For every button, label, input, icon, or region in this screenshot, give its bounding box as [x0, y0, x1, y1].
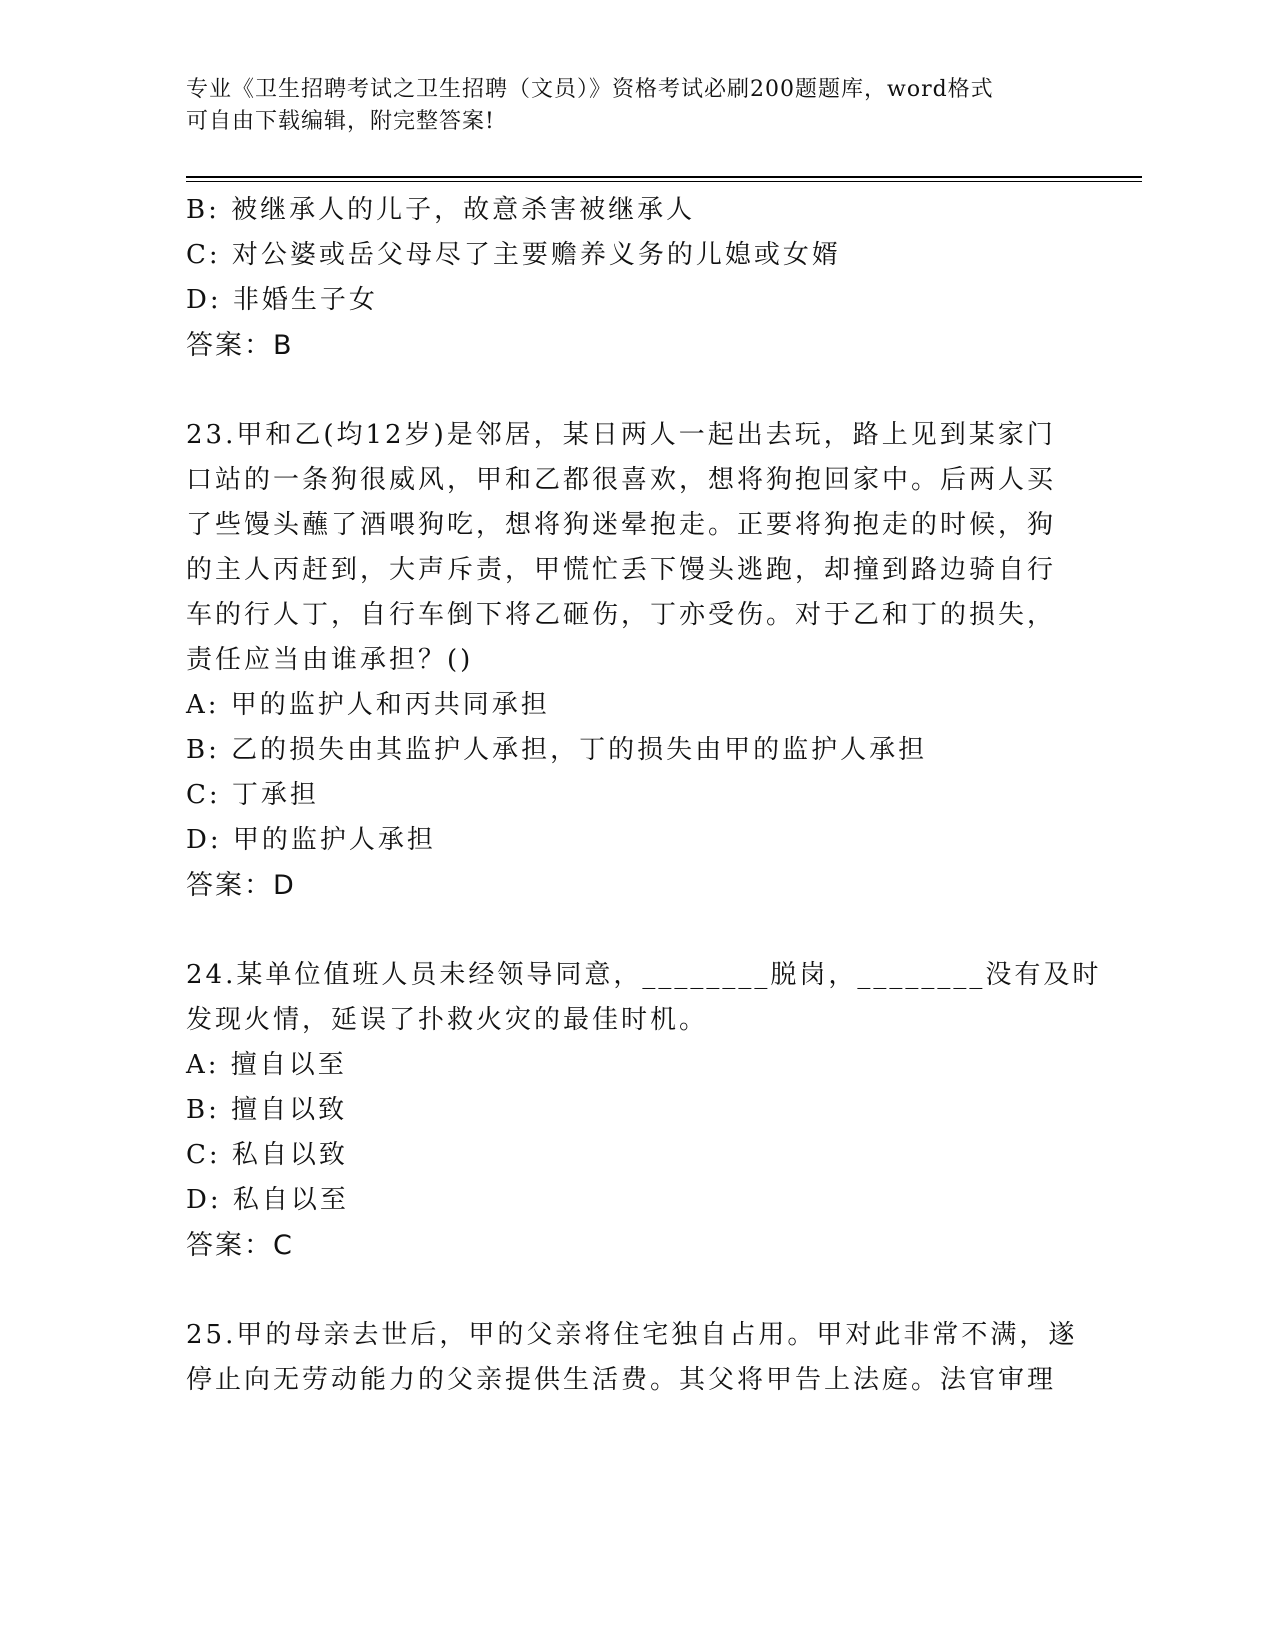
document-body [186, 188, 1102, 1403]
spacer [186, 368, 1086, 413]
option-c: C: 丁承担 [186, 780, 319, 810]
header-rule-thin [186, 181, 1142, 182]
question-text-line: 了些馒头蘸了酒喂狗吃，想将狗迷晕抱走。正要将狗抱走的时候，狗 [186, 510, 1057, 540]
header-rule-thick [186, 176, 1142, 178]
question-text-line: 的主人丙赶到，大声斥责，甲慌忙丢下馒头逃跑，却撞到路边骑自行 [186, 555, 1057, 585]
question-text-line: 责任应当由谁承担？() [186, 645, 474, 675]
option-d: D: 私自以至 [186, 1185, 349, 1215]
option-c: C: 私自以致 [186, 1140, 348, 1170]
answer: 答案：D [186, 870, 296, 901]
option-d: D: 甲的监护人承担 [186, 825, 436, 855]
question-text-line: 25.甲的母亲去世后，甲的父亲将住宅独自占用。甲对此非常不满，遂 [186, 1320, 1078, 1350]
option-d: D: 非婚生子女 [186, 285, 378, 315]
option-c: C: 对公婆或岳父母尽了主要赡养义务的儿媳或女婿 [186, 240, 841, 270]
header-line-2: 可自由下载编辑，附完整答案! [186, 109, 495, 134]
option-a: A: 甲的监护人和丙共同承担 [186, 690, 550, 720]
question-text-line: 停止向无劳动能力的父亲提供生活费。其父将甲告上法庭。法官审理 [186, 1365, 1057, 1395]
spacer [186, 1268, 1086, 1313]
question-25 [186, 1313, 1086, 1403]
answer: 答案：B [186, 330, 294, 361]
question-24 [186, 953, 1102, 1268]
question-text-line: 24.某单位值班人员未经领导同意，________脱岗，________没有及时 [186, 960, 1102, 990]
question-text-line: 23.甲和乙(均12岁)是邻居，某日两人一起出去玩，路上见到某家门 [186, 420, 1056, 450]
question-text-line: 口站的一条狗很威风，甲和乙都很喜欢，想将狗抱回家中。后两人买 [186, 465, 1057, 495]
question-23 [186, 413, 1086, 908]
option-b: B: 乙的损失由其监护人承担，丁的损失由甲的监护人承担 [186, 735, 928, 765]
question-text-line: 车的行人丁，自行车倒下将乙砸伤，丁亦受伤。对于乙和丁的损失， [186, 600, 1057, 630]
header-line-1: 专业《卫生招聘考试之卫生招聘（文员）》资格考试必刷200题题库，word格式 [186, 77, 994, 102]
document-header [186, 74, 1066, 138]
option-b: B: 擅自以致 [186, 1095, 348, 1125]
question-22-tail [186, 188, 1086, 368]
spacer [186, 908, 1086, 953]
option-a: A: 擅自以至 [186, 1050, 347, 1080]
question-text-line: 发现火情，延误了扑救火灾的最佳时机。 [186, 1005, 709, 1035]
answer: 答案：C [186, 1230, 294, 1261]
option-b: B: 被继承人的儿子，故意杀害被继承人 [186, 195, 696, 225]
